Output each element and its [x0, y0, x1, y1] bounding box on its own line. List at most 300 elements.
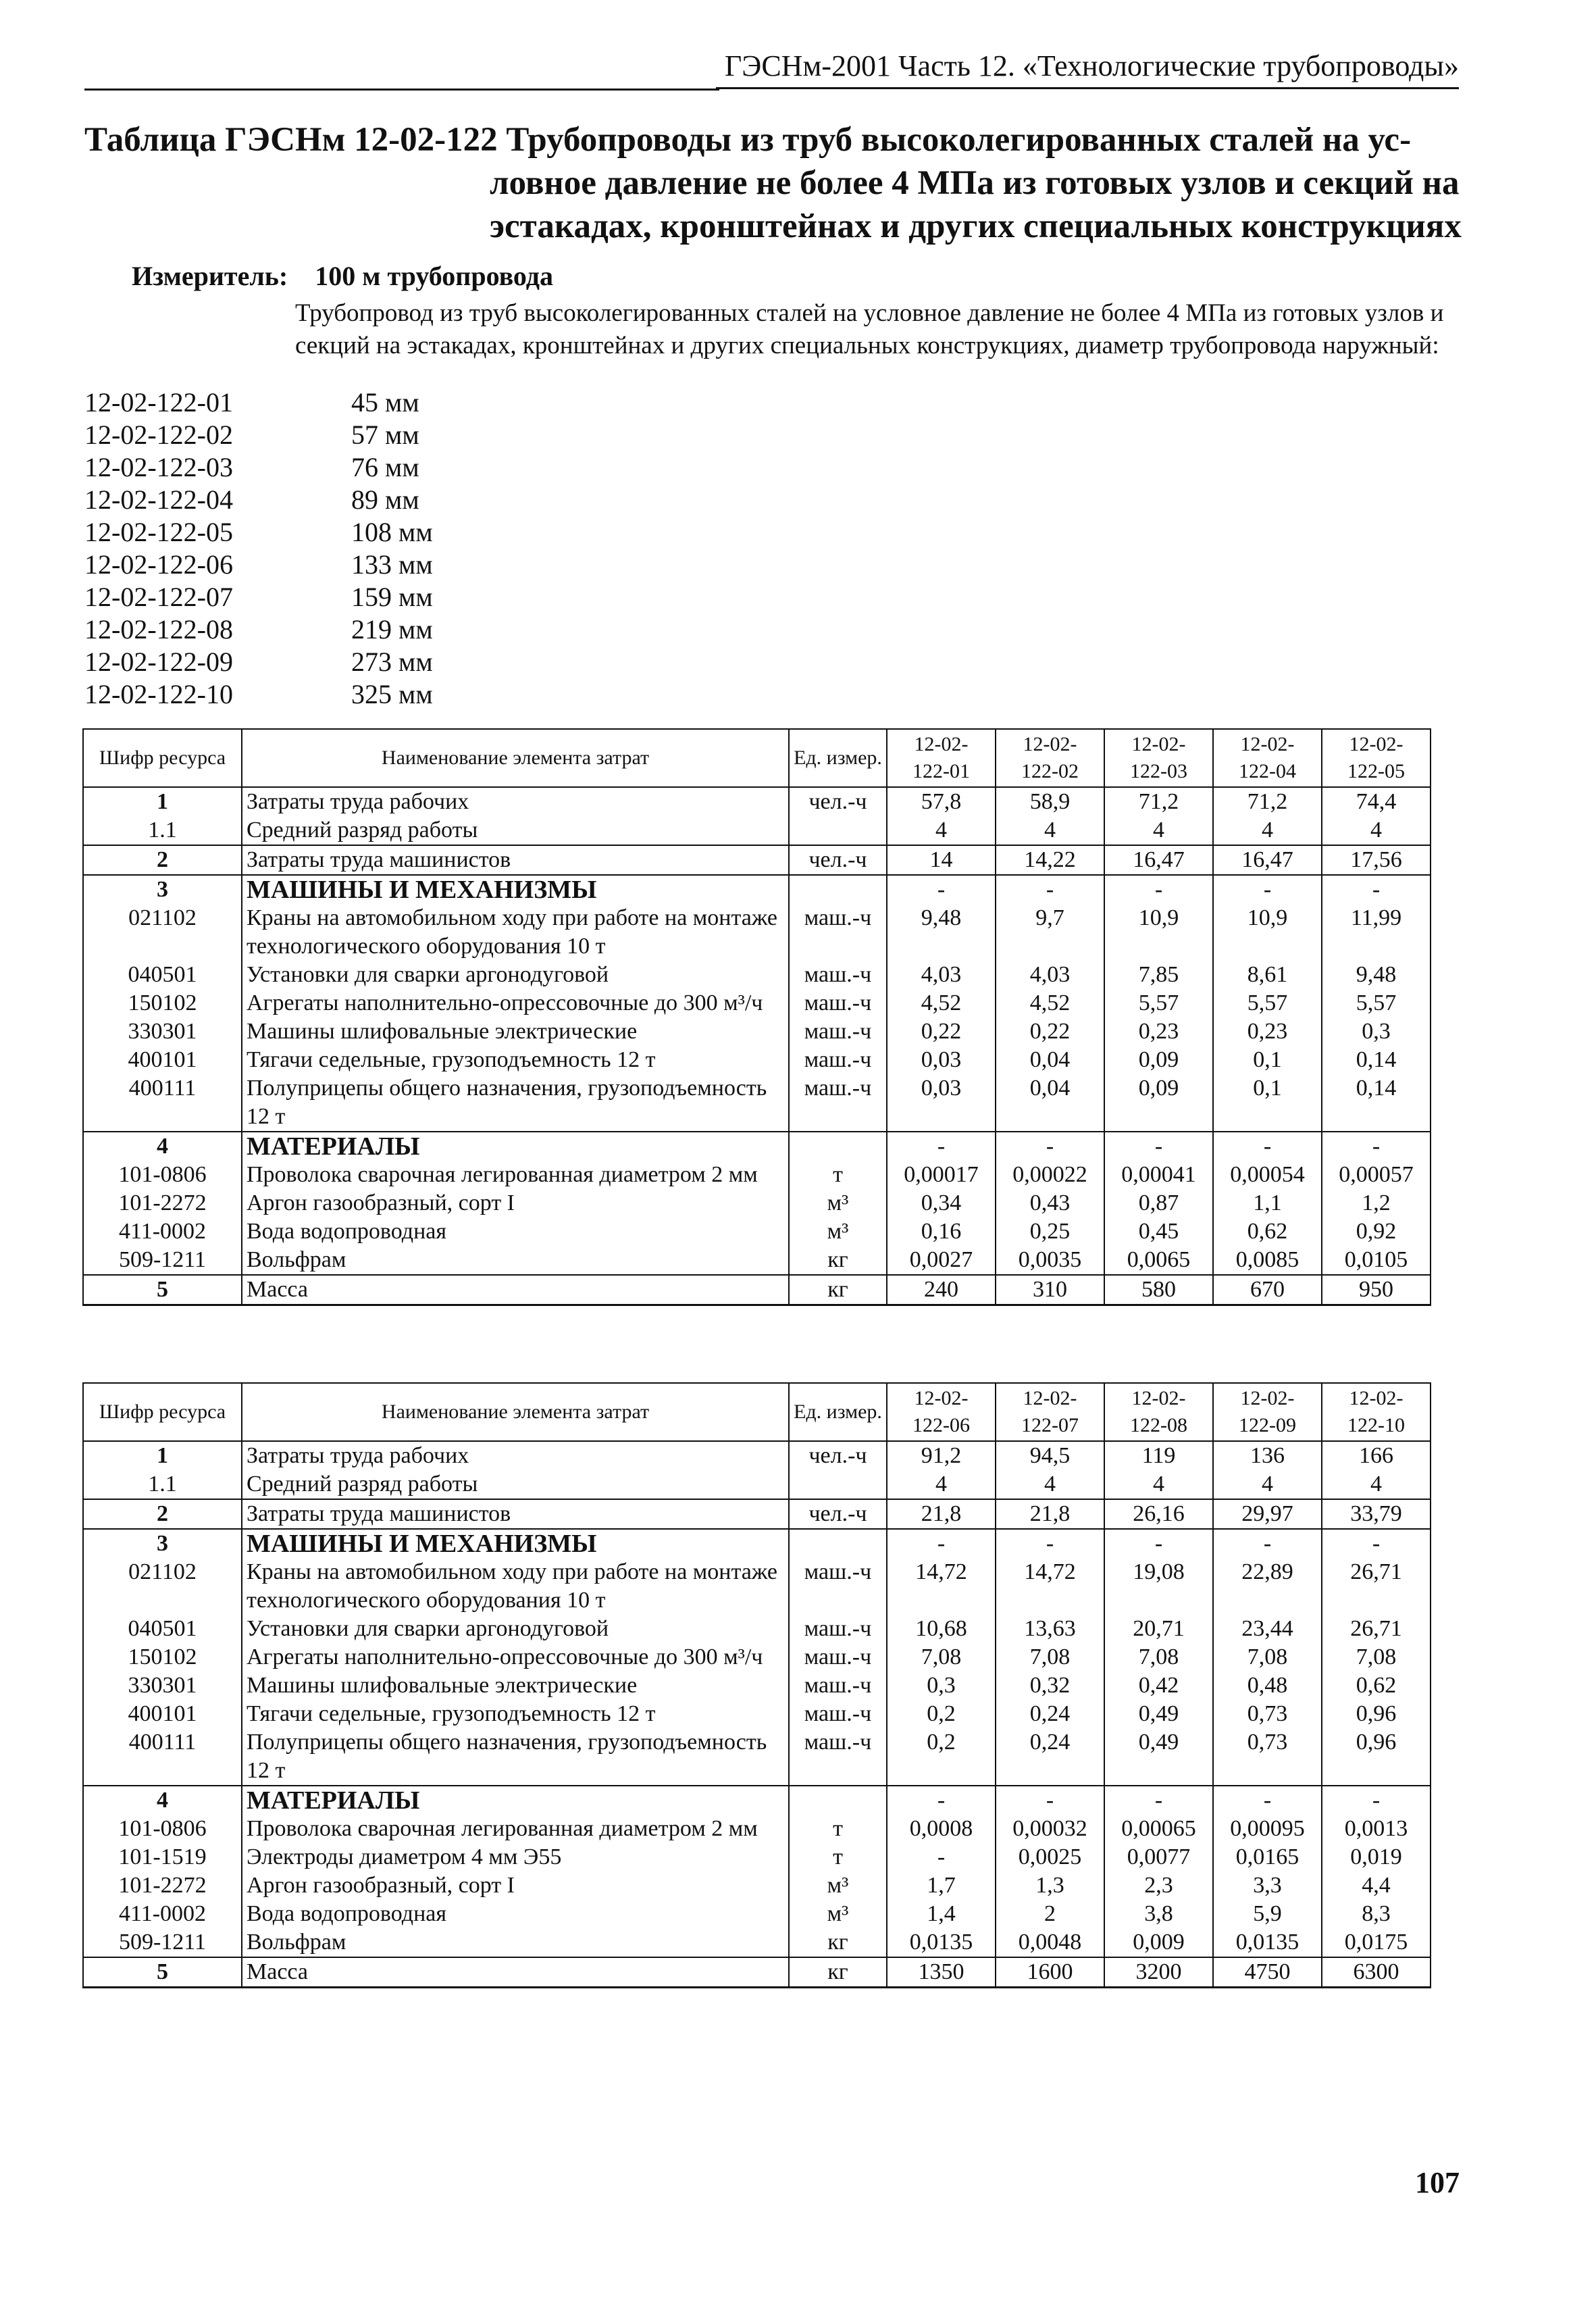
- resource-name: Средний разряд работы: [242, 1470, 789, 1499]
- resource-name: Тягачи седельные, грузоподъемность 12 т: [242, 1700, 789, 1728]
- resource-table-2: [82, 1382, 1431, 1988]
- norm-value: 4,52: [887, 989, 996, 1017]
- code-diameter: 325 мм: [351, 679, 433, 709]
- norm-value: 0,09: [1104, 1046, 1213, 1074]
- norm-value: 0,62: [1213, 1217, 1322, 1246]
- norm-value: -: [996, 1132, 1104, 1161]
- header-norm-code: 12-02- 122-04: [1213, 729, 1322, 787]
- resource-unit: [789, 1529, 887, 1558]
- table-row: [83, 1643, 1431, 1671]
- code-row: [84, 419, 433, 451]
- norm-value: 1,4: [887, 1900, 996, 1928]
- norm-value: 0,0065: [1104, 1246, 1213, 1275]
- resource-unit: кг: [789, 1928, 887, 1957]
- norm-value: 6300: [1322, 1957, 1431, 1988]
- norm-value: 0,00041: [1104, 1161, 1213, 1189]
- resource-code: 5: [83, 1275, 242, 1305]
- code-diameter: 89 мм: [351, 484, 419, 515]
- norm-value: 4,03: [996, 961, 1104, 989]
- norm-value: 0,48: [1213, 1671, 1322, 1700]
- norm-value: 4: [887, 816, 996, 845]
- table-row: [83, 1815, 1431, 1843]
- norm-value: 4: [996, 1470, 1104, 1499]
- code-row: [84, 386, 433, 419]
- resource-unit: кг: [789, 1246, 887, 1275]
- table-row: [83, 845, 1431, 875]
- resource-code: 3: [83, 1529, 242, 1558]
- resource-unit: маш.-ч: [789, 1728, 887, 1786]
- code-id: 12-02-122-06: [84, 549, 233, 580]
- norm-value: 580: [1104, 1275, 1213, 1305]
- norm-value: -: [1104, 875, 1213, 904]
- norm-value: 71,2: [1213, 787, 1322, 816]
- code-id: 12-02-122-03: [84, 452, 233, 482]
- table-row: [83, 1441, 1431, 1470]
- resource-unit: маш.-ч: [804, 962, 872, 987]
- resource-code: 150102: [83, 1643, 242, 1671]
- norm-value: 10,68: [887, 1615, 996, 1643]
- resource-unit: чел.-ч: [789, 845, 887, 875]
- code-id: 12-02-122-01: [84, 387, 233, 418]
- table-row: [83, 904, 1431, 961]
- norm-value: 26,16: [1104, 1499, 1213, 1529]
- norm-value: 0,0077: [1104, 1843, 1213, 1871]
- norm-value: 0,0105: [1322, 1246, 1431, 1275]
- norm-value: 0,04: [996, 1074, 1104, 1132]
- norm-value: 0,0048: [996, 1928, 1104, 1957]
- resource-name: Тягачи седельные, грузоподъемность 12 т: [242, 1046, 789, 1074]
- norm-value: -: [887, 1132, 996, 1161]
- resource-unit: маш.-ч: [789, 1074, 887, 1132]
- norm-value: 0,49: [1104, 1728, 1213, 1786]
- norm-value: 11,99: [1322, 904, 1431, 961]
- code-diameter: 108 мм: [351, 517, 433, 547]
- resource-unit: маш.-ч: [804, 905, 872, 930]
- norm-value: -: [1322, 875, 1431, 904]
- header-norm-code: 12-02- 122-09: [1213, 1383, 1322, 1441]
- norm-value: 0,0025: [996, 1843, 1104, 1871]
- resource-unit: т: [833, 1844, 843, 1869]
- code-row: [84, 484, 433, 516]
- code-row: [84, 451, 433, 484]
- resource-code: 040501: [83, 961, 242, 989]
- norm-value: 0,0035: [996, 1246, 1104, 1275]
- running-header: ГЭСНм-2001 Часть 12. «Технологические трубопроводы»: [716, 49, 1459, 89]
- table-header-row: [83, 729, 1431, 787]
- table-row: [83, 787, 1431, 816]
- code-diameter: 219 мм: [351, 614, 433, 645]
- resource-name: Машины шлифовальные электрические: [242, 1017, 789, 1046]
- resource-code: 1.1: [83, 1470, 242, 1499]
- resource-unit: т: [833, 1162, 843, 1187]
- code-row: [84, 549, 433, 581]
- norm-value: 0,14: [1322, 1046, 1431, 1074]
- resource-code: 400101: [83, 1046, 242, 1074]
- resource-name: Вода водопроводная: [242, 1900, 789, 1928]
- resource-unit: маш.-ч: [804, 990, 872, 1015]
- resource-code: 021102: [83, 904, 242, 961]
- title-line-1: Таблица ГЭСНм 12-02-122 Трубопроводы из труб высоколегированных сталей на ус-: [84, 121, 1412, 159]
- norm-value: 91,2: [887, 1441, 996, 1470]
- resource-name: Электроды диаметром 4 мм Э55: [242, 1843, 789, 1871]
- norm-value: 5,9: [1213, 1900, 1322, 1928]
- norm-value: 58,9: [996, 787, 1104, 816]
- header-unit: Ед. измер.: [789, 729, 887, 787]
- resource-name: Масса: [242, 1957, 789, 1988]
- norm-value: 166: [1322, 1441, 1431, 1470]
- table-row: [83, 1843, 1431, 1871]
- norm-value: 3200: [1104, 1957, 1213, 1988]
- norm-value: 7,85: [1104, 961, 1213, 989]
- norm-value: 23,44: [1213, 1615, 1322, 1643]
- resource-code: 1: [83, 1441, 242, 1470]
- norm-value: 4: [1104, 816, 1213, 845]
- resource-name: Аргон газообразный, сорт I: [242, 1871, 789, 1900]
- norm-value: 0,00017: [887, 1161, 996, 1189]
- resource-unit: кг: [789, 1275, 887, 1305]
- resource-unit: маш.-ч: [804, 1644, 872, 1669]
- resource-table-1: [82, 728, 1431, 1306]
- code-row: [84, 678, 433, 711]
- norm-value: 240: [887, 1275, 996, 1305]
- norm-value: 74,4: [1322, 787, 1431, 816]
- resource-name: Проволока сварочная легированная диаметром 2 мм: [242, 1161, 789, 1189]
- norm-value: 4: [1213, 816, 1322, 845]
- norm-value: 22,89: [1213, 1558, 1322, 1615]
- table-row: [83, 1671, 1431, 1700]
- norm-value: 9,7: [996, 904, 1104, 961]
- norm-value: 14,72: [996, 1558, 1104, 1615]
- norm-value: -: [1322, 1786, 1431, 1815]
- resource-unit: маш.-ч: [804, 1701, 872, 1726]
- resource-code: 400111: [83, 1728, 242, 1786]
- norm-value: -: [887, 1843, 996, 1871]
- table-row: [83, 1161, 1431, 1189]
- resource-name: Проволока сварочная легированная диаметром 2 мм: [242, 1815, 789, 1843]
- measure-label: Измеритель:: [132, 261, 288, 291]
- code-row: [84, 646, 433, 678]
- norm-value: -: [1213, 875, 1322, 904]
- norm-value: 14,22: [996, 845, 1104, 875]
- resource-name: Затраты труда рабочих: [242, 1441, 789, 1470]
- code-id: 12-02-122-08: [84, 614, 233, 645]
- header-code: Шифр ресурса: [83, 729, 242, 787]
- header-name: Наименование элемента затрат: [242, 1383, 789, 1441]
- norm-value: 0,03: [887, 1046, 996, 1074]
- resource-name: Средний разряд работы: [242, 816, 789, 845]
- norm-value: 0,45: [1104, 1217, 1213, 1246]
- resource-code: 3: [83, 875, 242, 904]
- code-id: 12-02-122-05: [84, 517, 233, 547]
- norm-value: 7,08: [1213, 1643, 1322, 1671]
- resource-name: Затраты труда рабочих: [242, 787, 789, 816]
- norm-value: 0,96: [1322, 1728, 1431, 1786]
- norm-value: 4,4: [1322, 1871, 1431, 1900]
- resource-name: Агрегаты наполнительно-опрессовочные до 300 м³/ч: [242, 1643, 789, 1671]
- norm-value: 0,0085: [1213, 1246, 1322, 1275]
- norm-value: 0,49: [1104, 1700, 1213, 1728]
- measure-value: 100 м трубопровода: [315, 261, 553, 291]
- norm-value: 5,57: [1213, 989, 1322, 1017]
- resource-unit: маш.-ч: [804, 1673, 872, 1698]
- norm-value: 4: [996, 816, 1104, 845]
- norm-value: 4,52: [996, 989, 1104, 1017]
- norm-value: 0,32: [996, 1671, 1104, 1700]
- code-id: 12-02-122-07: [84, 582, 233, 612]
- norm-value: 0,00065: [1104, 1815, 1213, 1843]
- norm-value: 0,04: [996, 1046, 1104, 1074]
- norm-value: 0,00022: [996, 1161, 1104, 1189]
- table-title: [84, 118, 1476, 248]
- table-row: [83, 1017, 1431, 1046]
- code-diameter: 76 мм: [351, 452, 419, 482]
- norm-value: 1600: [996, 1957, 1104, 1988]
- table-row: [83, 1728, 1431, 1786]
- norm-value: 10,9: [1213, 904, 1322, 961]
- resource-name: Вода водопроводная: [242, 1217, 789, 1246]
- table-row: [83, 1786, 1431, 1815]
- norm-value: 0,73: [1213, 1700, 1322, 1728]
- resource-name: Агрегаты наполнительно-опрессовочные до 300 м³/ч: [242, 989, 789, 1017]
- norm-value: 21,8: [996, 1499, 1104, 1529]
- norm-value: 57,8: [887, 787, 996, 816]
- resource-name: МАТЕРИАЛЫ: [242, 1786, 789, 1815]
- table-row: [83, 1900, 1431, 1928]
- code-list: [84, 386, 433, 711]
- table-row: [83, 1275, 1431, 1305]
- header-norm-code: 12-02- 122-10: [1322, 1383, 1431, 1441]
- norm-value: 71,2: [1104, 787, 1213, 816]
- norm-value: -: [1213, 1132, 1322, 1161]
- resource-name: Вольфрам: [242, 1928, 789, 1957]
- resource-name: Установки для сварки аргонодуговой: [242, 961, 789, 989]
- norm-value: 0,0027: [887, 1246, 996, 1275]
- norm-value: 4: [1213, 1470, 1322, 1499]
- norm-value: -: [1213, 1529, 1322, 1558]
- norm-value: 0,23: [1104, 1017, 1213, 1046]
- header-norm-code: 12-02- 122-01: [887, 729, 996, 787]
- resource-code: 411-0002: [83, 1900, 242, 1928]
- table-row: [83, 1189, 1431, 1217]
- resource-code: 101-1519: [83, 1843, 242, 1871]
- norm-value: 9,48: [1322, 961, 1431, 989]
- norm-value: 33,79: [1322, 1499, 1431, 1529]
- norm-value: 4,03: [887, 961, 996, 989]
- code-row: [84, 613, 433, 646]
- norm-value: 0,0135: [887, 1928, 996, 1957]
- code-diameter: 133 мм: [351, 549, 433, 580]
- norm-value: 0,0135: [1213, 1928, 1322, 1957]
- norm-value: 9,48: [887, 904, 996, 961]
- header-code: Шифр ресурса: [83, 1383, 242, 1441]
- norm-value: 17,56: [1322, 845, 1431, 875]
- norm-value: 310: [996, 1275, 1104, 1305]
- title-line-3: эстакадах, кронштейнах и других специальных конструкциях: [490, 207, 1462, 245]
- resource-unit: чел.-ч: [808, 1443, 867, 1468]
- norm-value: 14,72: [887, 1558, 996, 1615]
- resource-unit: м³: [827, 1901, 849, 1926]
- norm-value: 0,019: [1322, 1843, 1431, 1871]
- table-row: [83, 1957, 1431, 1988]
- resource-unit: маш.-ч: [804, 1019, 872, 1044]
- header-norm-code: 12-02- 122-08: [1104, 1383, 1213, 1441]
- norm-value: 19,08: [1104, 1558, 1213, 1615]
- norm-value: 13,63: [996, 1615, 1104, 1643]
- norm-value: 7,08: [887, 1643, 996, 1671]
- resource-name: Затраты труда машинистов: [242, 845, 789, 875]
- norm-value: 0,62: [1322, 1671, 1431, 1700]
- norm-value: 0,09: [1104, 1074, 1213, 1132]
- norm-value: 0,0175: [1322, 1928, 1431, 1957]
- resource-code: 1.1: [83, 816, 242, 845]
- norm-value: 8,3: [1322, 1900, 1431, 1928]
- norm-value: 4: [1104, 1470, 1213, 1499]
- resource-unit: маш.-ч: [804, 1616, 872, 1641]
- resource-name: Масса: [242, 1275, 789, 1305]
- norm-value: 4: [1322, 816, 1431, 845]
- norm-value: 1,2: [1322, 1189, 1431, 1217]
- norm-value: 0,16: [887, 1217, 996, 1246]
- resource-code: 040501: [83, 1615, 242, 1643]
- resource-name: Аргон газообразный, сорт I: [242, 1189, 789, 1217]
- norm-value: 0,22: [887, 1017, 996, 1046]
- header-rule: [84, 89, 719, 91]
- table-row: [83, 961, 1431, 989]
- norm-value: 0,00054: [1213, 1161, 1322, 1189]
- norm-value: 0,24: [996, 1728, 1104, 1786]
- resource-unit: [789, 1470, 887, 1499]
- norm-value: 4: [887, 1470, 996, 1499]
- resource-name: МАШИНЫ И МЕХАНИЗМЫ: [242, 1529, 789, 1558]
- norm-value: -: [996, 875, 1104, 904]
- norm-value: 0,3: [1322, 1017, 1431, 1046]
- table-row: [83, 1558, 1431, 1615]
- norm-value: 3,3: [1213, 1871, 1322, 1900]
- resource-code: 4: [83, 1786, 242, 1815]
- header-norm-code: 12-02- 122-06: [887, 1383, 996, 1441]
- norm-value: 0,0013: [1322, 1815, 1431, 1843]
- norm-value: 8,61: [1213, 961, 1322, 989]
- norm-value: 950: [1322, 1275, 1431, 1305]
- header-norm-code: 12-02- 122-05: [1322, 729, 1431, 787]
- norm-value: 0,23: [1213, 1017, 1322, 1046]
- code-row: [84, 516, 433, 549]
- norm-value: 0,2: [887, 1700, 996, 1728]
- resource-code: 150102: [83, 989, 242, 1017]
- header-norm-code: 12-02- 122-03: [1104, 729, 1213, 787]
- resource-code: 509-1211: [83, 1928, 242, 1957]
- norm-value: 0,009: [1104, 1928, 1213, 1957]
- resource-code: 411-0002: [83, 1217, 242, 1246]
- norm-value: 0,00057: [1322, 1161, 1431, 1189]
- table-row: [83, 1246, 1431, 1275]
- table-row: [83, 1046, 1431, 1074]
- resource-code: 400101: [83, 1700, 242, 1728]
- norm-value: 0,14: [1322, 1074, 1431, 1132]
- resource-code: 330301: [83, 1017, 242, 1046]
- resource-code: 509-1211: [83, 1246, 242, 1275]
- code-id: 12-02-122-10: [84, 679, 233, 709]
- resource-code: 101-2272: [83, 1189, 242, 1217]
- norm-value: -: [1322, 1132, 1431, 1161]
- resource-unit: чел.-ч: [789, 1499, 887, 1529]
- norm-value: 0,96: [1322, 1700, 1431, 1728]
- norm-value: 0,2: [887, 1728, 996, 1786]
- resource-name: Краны на автомобильном ходу при работе на монтаже технологического оборудования 10 т: [242, 904, 789, 961]
- resource-unit: [789, 816, 887, 845]
- norm-value: 3,8: [1104, 1900, 1213, 1928]
- norm-value: 2,3: [1104, 1871, 1213, 1900]
- norm-value: 10,9: [1104, 904, 1213, 961]
- norm-value: -: [887, 1786, 996, 1815]
- resource-name: МАТЕРИАЛЫ: [242, 1132, 789, 1161]
- norm-value: 670: [1213, 1275, 1322, 1305]
- norm-value: 2: [996, 1900, 1104, 1928]
- resource-unit: кг: [789, 1957, 887, 1988]
- header-unit: Ед. измер.: [789, 1383, 887, 1441]
- resource-code: 101-0806: [83, 1815, 242, 1843]
- code-id: 12-02-122-09: [84, 647, 233, 677]
- resource-code: 021102: [83, 1558, 242, 1615]
- resource-unit: чел.-ч: [808, 789, 867, 814]
- norm-value: 0,0008: [887, 1815, 996, 1843]
- resource-name: Полуприцепы общего назначения, грузоподъемность 12 т: [242, 1728, 789, 1786]
- resource-code: 2: [83, 1499, 242, 1529]
- resource-unit: м³: [827, 1873, 849, 1898]
- header-norm-code: 12-02- 122-07: [996, 1383, 1104, 1441]
- table-row: [83, 1217, 1431, 1246]
- norm-value: 1,1: [1213, 1189, 1322, 1217]
- header-name: Наименование элемента затрат: [242, 729, 789, 787]
- norm-value: 14: [887, 845, 996, 875]
- resource-unit: [789, 1132, 887, 1161]
- norm-value: 16,47: [1213, 845, 1322, 875]
- norm-value: -: [1213, 1786, 1322, 1815]
- resource-unit: м³: [827, 1219, 849, 1244]
- norm-value: 21,8: [887, 1499, 996, 1529]
- resource-name: Краны на автомобильном ходу при работе на монтаже технологического оборудования 10 т: [242, 1558, 789, 1615]
- norm-value: 0,00032: [996, 1815, 1104, 1843]
- resource-code: 2: [83, 845, 242, 875]
- table-row: [83, 1074, 1431, 1132]
- norm-value: -: [996, 1529, 1104, 1558]
- resource-code: 330301: [83, 1671, 242, 1700]
- norm-value: 0,03: [887, 1074, 996, 1132]
- norm-value: 0,87: [1104, 1189, 1213, 1217]
- table-row: [83, 1499, 1431, 1529]
- table-row: [83, 1132, 1431, 1161]
- norm-value: -: [1104, 1786, 1213, 1815]
- norm-value: 29,97: [1213, 1499, 1322, 1529]
- resource-code: 101-2272: [83, 1871, 242, 1900]
- norm-value: 0,0165: [1213, 1843, 1322, 1871]
- resource-name: Машины шлифовальные электрические: [242, 1671, 789, 1700]
- norm-value: 136: [1213, 1441, 1322, 1470]
- table-row: [83, 1615, 1431, 1643]
- table-header-row: [83, 1383, 1431, 1441]
- norm-value: 1350: [887, 1957, 996, 1988]
- resource-unit: т: [833, 1816, 843, 1841]
- norm-value: 0,34: [887, 1189, 996, 1217]
- work-description: Трубопровод из труб высоколегированных сталей на условное давление не более 4 МПа из готовых узлов и секций на эстакадах, кронштейнах и других специальных конструкциях, диаметр трубопровода наружный:: [295, 299, 1444, 359]
- norm-value: 7,08: [996, 1643, 1104, 1671]
- resource-name: Вольфрам: [242, 1246, 789, 1275]
- measure-unit: [132, 260, 553, 292]
- norm-value: 0,73: [1213, 1728, 1322, 1786]
- norm-value: 4750: [1213, 1957, 1322, 1988]
- norm-value: 0,24: [996, 1700, 1104, 1728]
- norm-value: -: [1104, 1132, 1213, 1161]
